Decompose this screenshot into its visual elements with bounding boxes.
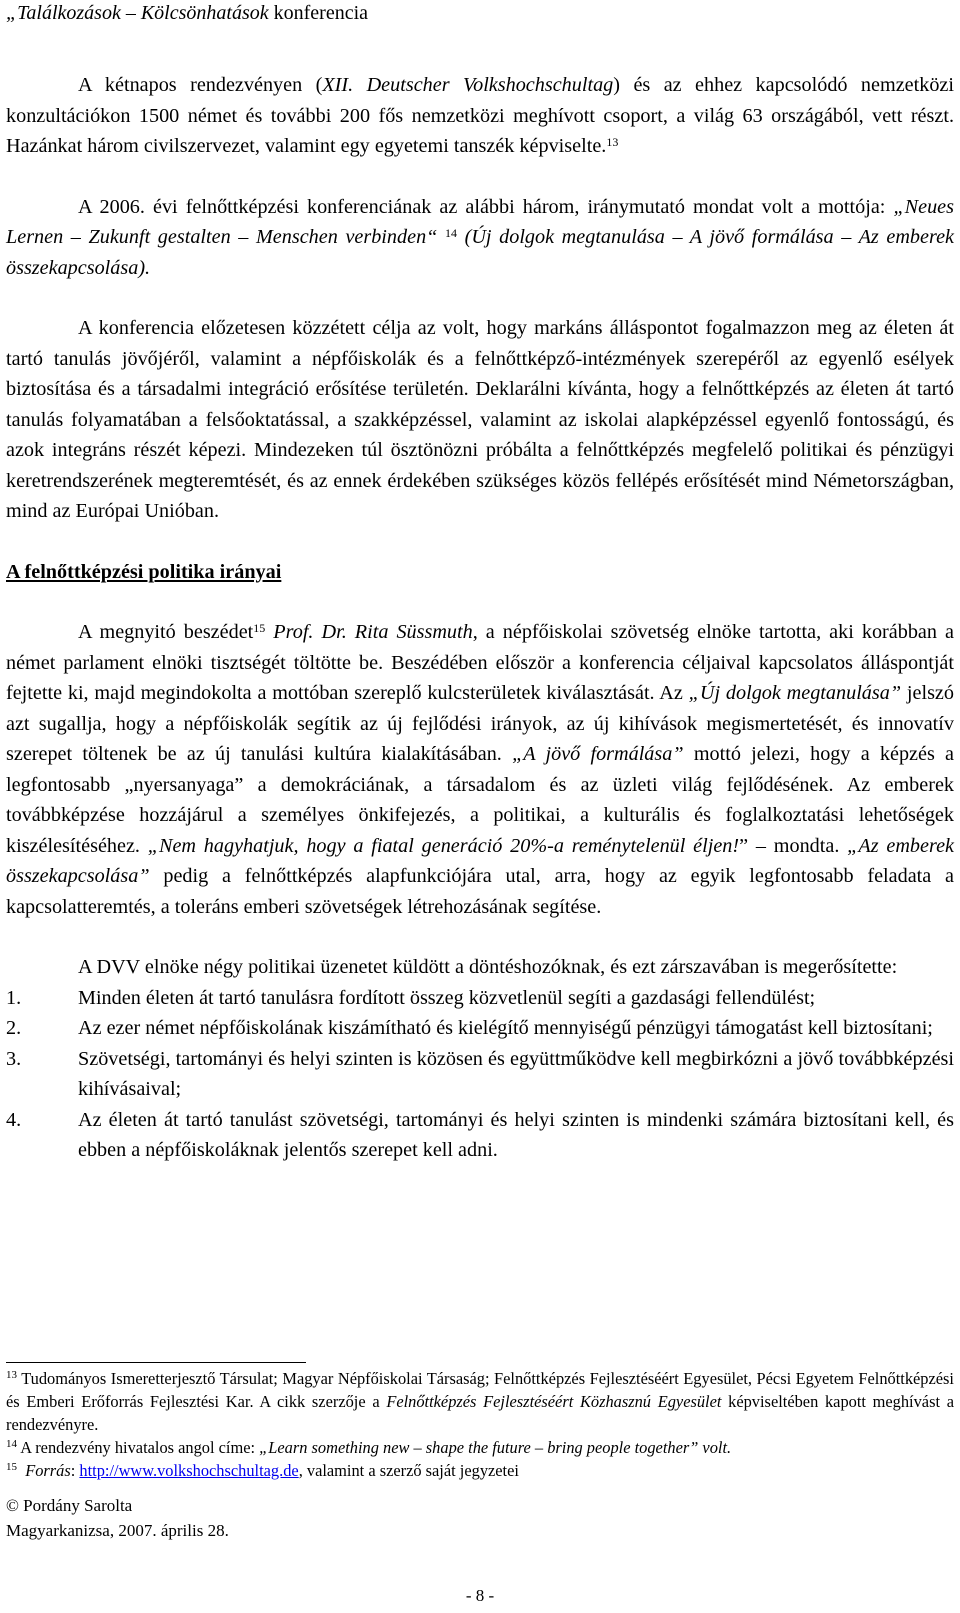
footnote-ref-14[interactable]: 14 [445,226,457,240]
signature-block [6,1493,229,1543]
para4-speaker-name: Prof. Dr. Rita Süssmuth [265,621,473,643]
section-heading: A felnőttképzési politika irányai [6,560,282,583]
list-item-text: Az ezer német népfőiskolának kiszámítható és kielégítő mennyiségű pénzügyi támogatást kell biztosítani; [78,1017,933,1039]
source-link[interactable]: http://www.volkshochschultag.de [79,1461,299,1480]
header-title: „Találkozások – Kölcsönhatások [6,2,269,24]
para2-text-a: A 2006. évi felnőttképzési konferenciának az alábbi három, iránymutató mondat volt a mottója: [78,195,894,218]
list-item-number: 2. [6,1017,22,1039]
footnote-text-italic: „Learn something new – shape the future – bring people together” volt. [259,1438,732,1457]
paragraph-4 [6,617,954,922]
para2-motto: „Neues Lernen – Zukunft gestalten – Menschen verbinden“ [6,195,954,248]
running-header [6,0,368,26]
footnote-text: , valamint a szerző saját jegyzetei [298,1461,519,1480]
list-item [6,1044,954,1105]
footnote-text: Tudományos Ismeretterjesztő Társulat; Magyar Népfőiskolai Társaság; Felnőttképzés Fejlesztéséért Egyesület, Pécsi Egyetem Felnőttképzési és Emberi Erőforrás Fejlesztési Kar. A cikk szerzője a [6,1369,954,1411]
para1-text-a: A kétnapos rendezvényen ( [78,74,323,96]
para4-quote-4: „Az emberek összekapcsolása” [6,834,954,887]
list-item-text: Az életen át tartó tanulást szövetségi, tartományi és helyi szinten is mindenki számára biztosítani kell, és ebben a népfőiskoláknak jelentős szerepet kell adni. [78,1108,954,1161]
paragraph-3: A konferencia előzetesen közzétett célja az volt, hogy markáns álláspontot fogalmazzon meg az életen át tartó tanulás jövőjéről, valamint a népfőiskolák és a felnőttképző-intézmények szerepéről az egyenlő esélyek biztosítása és a társadalmi integráció erősítése területén. Deklarálni kívánta, hogy a felnőttképzés az életen át tartó tanulás folyamatában a felsőoktatással, a szakképzéssel, valamint az iskolai alapképzéssel egyenlő fontosságú, és azok integráns részét képezi. Mindezeken túl ösztönözni próbálta a felnőttképzés megfelelő politikai és pénzügyi keretrendszerének megteremtését, és az ennek érdekében szükséges közös fellépés erősítését mind Németországban, mind az Európai Unióban. [6,317,954,522]
header-suffix: konferencia [268,2,369,24]
footnote-ref-15[interactable]: 15 [253,621,266,635]
footnote-text-italic: Felnőttképzés Fejlesztéséért Közhasznú Egyesület [386,1392,722,1411]
page-number: - 8 - [465,1586,495,1605]
para4-text-d: mottó jelezi, hogy a képzés a legfontosabb „nyersanyaga” a demokráciának, a társadalom és az üzleti világ fejlődésének. Az emberek továbbképzése hozzájárul a személyes önkifejezés, a politikai, a kulturális és foglalkoztatási lehetőségek kiszélesítéséhez. [6,743,954,857]
footnote-text: képviseltében kapott meghívást a rendezvényre. [6,1392,954,1434]
footnote-number: 13 [6,1369,17,1381]
paragraph-2 [6,192,954,284]
list-item-text: Minden életen át tartó tanulásra fordított összeg közvetlenül segíti a gazdasági fellendülést; [78,986,816,1009]
footnote-number: 14 [6,1438,17,1450]
para4-quote-2: „A jövő formálása” [512,743,684,765]
footnote-text: A rendezvény hivatalos angol címe: [17,1438,260,1457]
list-item [6,1105,954,1166]
footnote-15 [6,1459,954,1482]
paragraph-1 [6,70,954,162]
paragraph-5: A DVV elnöke négy politikai üzenetet küldött a döntéshozóknak, és ezt zárszavában is megerősítette: [78,956,898,978]
list-item-number: 3. [6,1047,22,1070]
footnote-text: : [70,1461,80,1480]
para4-text-f: pedig a felnőttképzés alapfunkciójára utal, arra, hogy az egyik legfontosabb feladata a kapcsolatteremtés, a toleráns emberi szövetségek létrehozásának segítése. [6,865,954,918]
para4-text-a: A megnyitó beszédet [78,621,254,643]
list-item [6,1013,954,1044]
para4-quote-3: „Nem hagyhatjuk, hogy a fiatal generáció 20%-a reménytelenül éljen! [147,834,740,857]
footnote-number: 15 [6,1461,17,1473]
para4-text-c: jelszó azt sugallja, hogy a népfőiskolák segítik az új fejlődési irányok, az új kihívások megismertetését, és innovatív szerepet töltenek be az új tanulási kultúra kialakításában. [6,682,954,765]
para2-translation: (Új dolgok megtanulása – A jövő formálása – Az emberek összekapcsolása). [6,226,954,279]
footnote-ref-13[interactable]: 13 [606,135,619,149]
footnote-divider [6,1362,306,1363]
policy-message-list [6,983,954,1166]
body-text [6,70,954,1166]
footnote-text-italic: Forrás [25,1461,71,1480]
para1-text-b: ) és az ehhez kapcsolódó nemzetközi konzultációkon 1500 német és további 200 fős nemzetközi meghívott csoport, a világ 63 országából, vett részt. Hazánkat három civilszervezet, valamint egy egyetemi tanszék képviselte. [6,74,954,157]
footnotes [6,1362,954,1482]
para4-text-e: ” – mondta. [739,834,848,857]
para4-quote-1: „Új dolgok megtanulása” [688,682,902,704]
author-line: © Pordány Sarolta [6,1496,133,1515]
para1-text-italic: XII. Deutscher Volkshochschultag [322,74,614,96]
list-item-text: Szövetségi, tartományi és helyi szinten is közösen és együttműködve kell megbirkózni a jövő továbbképzési kihívásaival; [78,1047,954,1100]
list-item [6,983,954,1014]
list-item-number: 4. [6,1108,22,1131]
list-item-number: 1. [6,986,22,1009]
footnote-13 [6,1367,954,1436]
footnote-14 [6,1436,954,1459]
place-date-line: Magyarkanizsa, 2007. április 28. [6,1521,229,1540]
para4-text-b: , a népfőiskolai szövetség elnöke tartotta, aki korábban a német parlament elnöki tisztségét töltötte be. Beszédében először a konferencia céljaival kapcsolatos álláspontját fejtette ki, majd megindokolta a mottóban szereplő kulcsterületek kiválasztását. Az [6,621,954,704]
